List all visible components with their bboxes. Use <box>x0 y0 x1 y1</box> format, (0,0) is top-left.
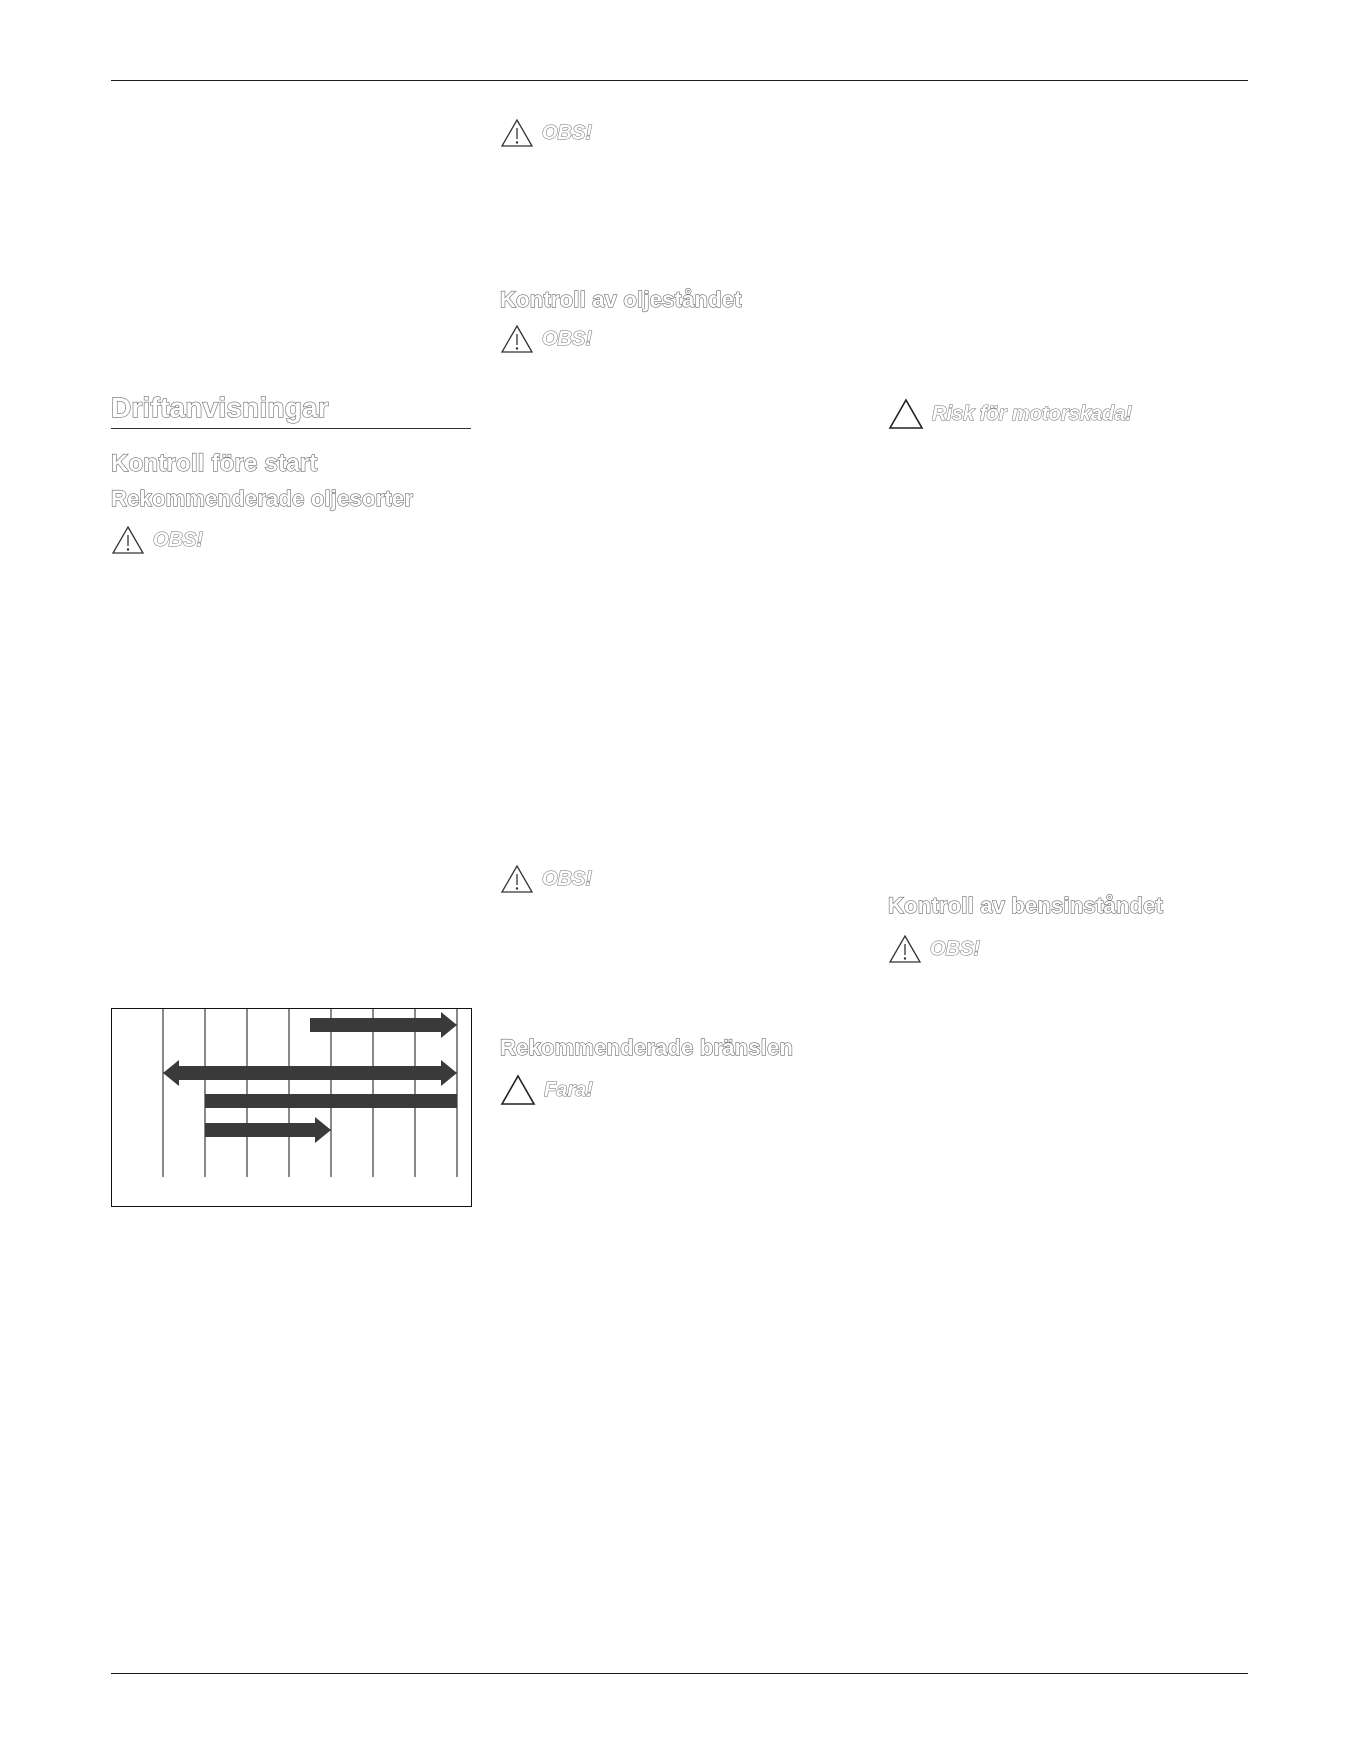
section-title: Driftanvisningar <box>111 392 329 423</box>
fara-note <box>500 1074 593 1106</box>
range-bar-3 <box>205 1094 457 1108</box>
obs-label: OBS! <box>930 937 980 960</box>
heading-check-before-start: Kontroll före start <box>111 450 318 477</box>
section-title-underline <box>111 428 471 429</box>
heading-recommended-fuels: Rekommenderade bränslen <box>500 1035 794 1060</box>
heading-check-fuel-level: Kontroll av bensinståndet <box>888 893 1164 918</box>
footer-rule <box>111 1673 1248 1674</box>
caution-triangle-icon <box>500 118 534 148</box>
motor-risk-note <box>888 398 1132 430</box>
range-bar-1 <box>310 1012 457 1038</box>
oil-temperature-diagram <box>111 1008 472 1207</box>
obs-label: OBS! <box>542 121 592 144</box>
obs-note-3 <box>111 525 203 555</box>
warning-triangle-icon <box>888 398 924 430</box>
fara-label: Fara! <box>544 1078 593 1101</box>
caution-triangle-icon <box>888 934 922 964</box>
obs-note-4 <box>500 864 592 894</box>
caution-triangle-icon <box>111 525 145 555</box>
range-bar-2 <box>163 1060 457 1086</box>
caution-triangle-icon <box>500 864 534 894</box>
obs-note-2 <box>500 324 592 354</box>
caution-triangle-icon <box>500 324 534 354</box>
obs-label: OBS! <box>542 867 592 890</box>
motor-risk-label: Risk för motorskada! <box>932 402 1133 425</box>
obs-note-5 <box>888 934 980 964</box>
range-bar-4 <box>205 1117 331 1143</box>
obs-label: OBS! <box>153 528 203 551</box>
obs-label: OBS! <box>542 327 592 350</box>
warning-triangle-icon <box>500 1074 536 1106</box>
oil-range-chart <box>112 1009 470 1205</box>
heading-recommended-oils: Rekommenderade oljesorter <box>111 486 414 511</box>
header-rule <box>111 80 1248 81</box>
obs-note-1 <box>500 118 592 148</box>
heading-check-oil-level: Kontroll av oljeståndet <box>500 287 742 312</box>
